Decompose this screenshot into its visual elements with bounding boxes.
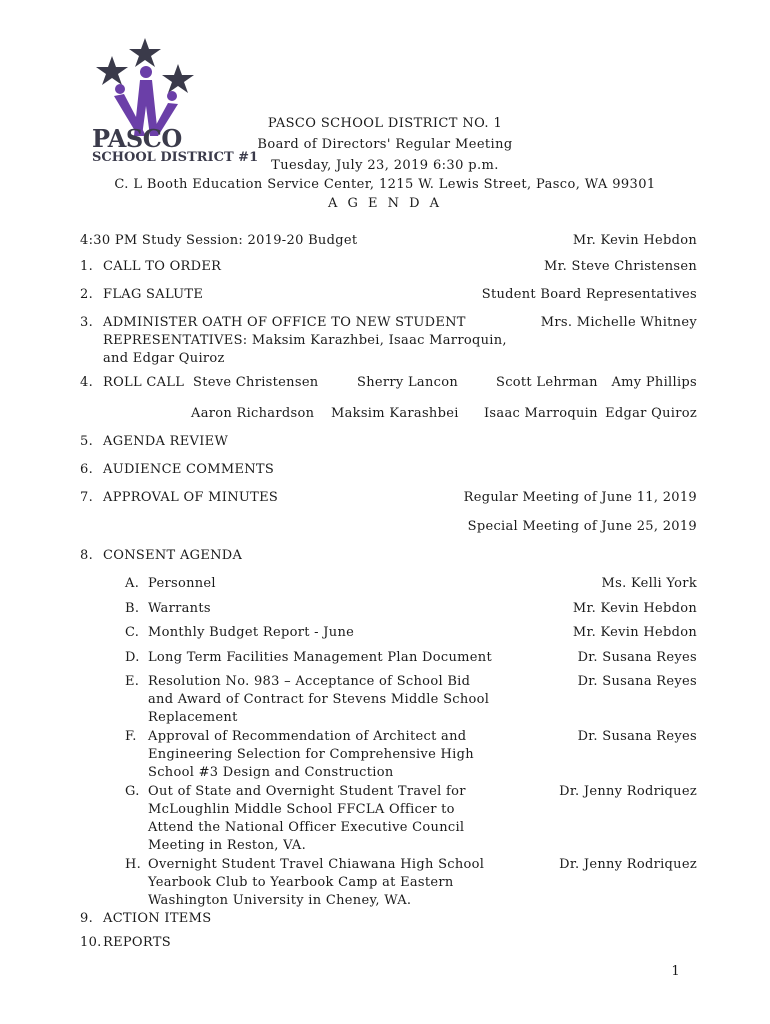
consent-item-line: Washington University in Cheney, WA. [148, 893, 412, 908]
board-member: Steve Christensen [193, 375, 319, 390]
page-number: 1 [671, 964, 680, 979]
item-number: 10. [80, 935, 102, 950]
consent-item-line: Resolution No. 983 – Acceptance of School Bid [148, 674, 471, 689]
consent-presenter: Dr. Susana Reyes [577, 674, 697, 689]
agenda-title: A G E N D A [327, 196, 443, 211]
consent-presenter: Dr. Susana Reyes [577, 729, 697, 744]
item-number: 1. [80, 259, 94, 274]
consent-letter: A. [125, 576, 140, 591]
consent-letter: E. [125, 674, 140, 689]
star-icon [162, 64, 194, 93]
minutes-regular: Regular Meeting of June 11, 2019 [463, 490, 697, 505]
item-roll-call: ROLL CALL [103, 375, 185, 390]
consent-presenter: Dr. Jenny Rodriquez [559, 784, 697, 799]
consent-item-personnel: Personnel [148, 576, 216, 591]
item-flag-salute: FLAG SALUTE [103, 287, 204, 302]
item-number: 4. [80, 375, 94, 390]
consent-item-line: and Award of Contract for Stevens Middle School [148, 692, 490, 707]
consent-presenter: Ms. Kelli York [601, 576, 697, 591]
consent-item-line: Replacement [148, 710, 238, 725]
board-member: Edgar Quiroz [605, 406, 697, 421]
consent-item-line: Attend the National Officer Executive Council [148, 820, 465, 835]
consent-letter: F. [125, 729, 137, 744]
study-session-presenter: Mr. Kevin Hebdon [572, 233, 697, 248]
item-oath-line: REPRESENTATIVES: Maksim Karazhbei, Isaac Marroquin, [103, 333, 507, 348]
item-presenter: Student Board Representatives [481, 287, 697, 302]
board-member: Amy Phillips [611, 375, 697, 390]
item-number: 9. [80, 911, 94, 926]
study-session-label: 4:30 PM Study Session: 2019-20 Budget [80, 233, 358, 248]
minutes-special: Special Meeting of June 25, 2019 [467, 519, 697, 534]
consent-letter: C. [125, 625, 140, 640]
consent-letter: D. [125, 650, 140, 665]
consent-presenter: Mr. Kevin Hebdon [572, 601, 697, 616]
consent-item-line: School #3 Design and Construction [148, 765, 394, 780]
item-number: 8. [80, 548, 94, 563]
consent-item-line: Engineering Selection for Comprehensive High [148, 747, 474, 762]
item-consent-agenda: CONSENT AGENDA [103, 548, 243, 563]
consent-letter: B. [125, 601, 140, 616]
consent-item-line: McLoughlin Middle School FFCLA Officer to [148, 802, 455, 817]
consent-item-line: Out of State and Overnight Student Travel for [148, 784, 466, 799]
meeting-title: Board of Directors' Regular Meeting [257, 137, 513, 152]
item-number: 2. [80, 287, 94, 302]
item-reports: REPORTS [103, 935, 171, 950]
item-presenter: Mrs. Michelle Whitney [540, 315, 697, 330]
board-member: Isaac Marroquin [484, 406, 598, 421]
consent-item-budget-report: Monthly Budget Report - June [148, 625, 355, 640]
item-number: 7. [80, 490, 94, 505]
board-member: Sherry Lancon [357, 375, 459, 390]
meeting-date: Tuesday, July 23, 2019 6:30 p.m. [271, 158, 499, 173]
star-icon [96, 56, 128, 85]
item-agenda-review: AGENDA REVIEW [103, 434, 229, 449]
consent-presenter: Dr. Susana Reyes [577, 650, 697, 665]
board-member: Scott Lehrman [496, 375, 598, 390]
item-number: 3. [80, 315, 94, 330]
consent-item-line: Overnight Student Travel Chiawana High School [148, 857, 485, 872]
item-action-items: ACTION ITEMS [103, 911, 212, 926]
logo-text-pasco: PASCO [92, 124, 182, 153]
star-icon [129, 38, 161, 67]
consent-item-line: Meeting in Reston, VA. [148, 838, 307, 853]
consent-item-warrants: Warrants [148, 601, 211, 616]
item-approval-of-minutes: APPROVAL OF MINUTES [103, 490, 279, 505]
consent-item-line: Approval of Recommendation of Architect and [148, 729, 467, 744]
logo-text-district: SCHOOL DISTRICT #1 [92, 150, 259, 165]
district-name: PASCO SCHOOL DISTRICT NO. 1 [267, 116, 503, 131]
board-member: Maksim Karashbei [331, 406, 459, 421]
meeting-location: C. L Booth Education Service Center, 1215 W. Lewis Street, Pasco, WA 99301 [114, 177, 656, 192]
item-number: 6. [80, 462, 94, 477]
consent-letter: G. [125, 784, 140, 799]
item-presenter: Mr. Steve Christensen [543, 259, 697, 274]
item-call-to-order: CALL TO ORDER [103, 259, 222, 274]
consent-letter: H. [125, 857, 142, 872]
item-audience-comments: AUDIENCE COMMENTS [103, 462, 275, 477]
consent-item-facilities-plan: Long Term Facilities Management Plan Document [148, 650, 492, 665]
board-member: Aaron Richardson [191, 406, 315, 421]
item-oath-line: ADMINISTER OATH OF OFFICE TO NEW STUDENT [103, 315, 466, 330]
consent-presenter: Dr. Jenny Rodriquez [559, 857, 697, 872]
consent-item-line: Yearbook Club to Yearbook Camp at Eastern [148, 875, 454, 890]
item-number: 5. [80, 434, 94, 449]
consent-presenter: Mr. Kevin Hebdon [572, 625, 697, 640]
item-oath-line: and Edgar Quiroz [103, 351, 225, 366]
